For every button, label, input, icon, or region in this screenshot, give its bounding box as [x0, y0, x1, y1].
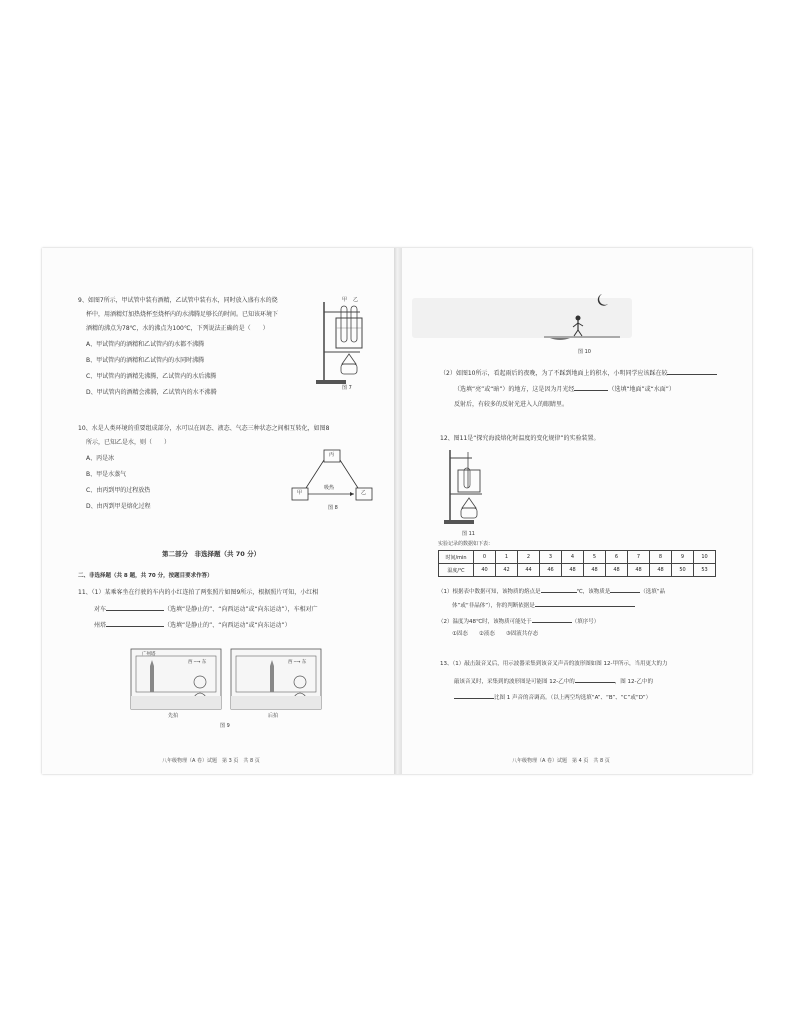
table-cell: 42	[496, 564, 518, 577]
section-2-heading: 二、非选择题（共 8 题，共 70 分，按题目要求作答）	[78, 573, 213, 579]
table-cell: 9	[672, 551, 694, 564]
q13-prompt-1: 敲该音叉时，采集到的波形图是可能图 12-乙中的	[454, 679, 575, 685]
q12-sub2-options: ①固态 ②液态 ③固液共存态	[452, 631, 539, 637]
q13-hint: 比图 1 声音的音调高。（以上两空均选填“A”、“B”、“C”或“D”）	[494, 695, 652, 701]
exam-page-3	[42, 248, 394, 774]
q9-option-b: B、甲试管内的酒精和乙试管内的水同时沸腾	[86, 357, 205, 364]
table-row-header: 时间/min	[439, 551, 474, 564]
q13-text-line3	[454, 692, 651, 703]
table-row-temp	[439, 564, 716, 577]
q13-text-line1: 13、（1）敲击鼓音叉后，用示波器采集到该音叉声音的波形图如图 12-甲所示，当用更大的力	[440, 661, 668, 667]
figure-7-label-jia: 甲	[342, 297, 348, 303]
q-moon-answer-blank-2[interactable]	[574, 384, 608, 391]
table-cell: 2	[518, 551, 540, 564]
table-row-time	[439, 551, 716, 564]
figure-9-label-after: 后拍	[268, 713, 279, 719]
q11-hint-2: （选填“是静止的”、“向西运动”或“向东运动”）	[164, 622, 291, 629]
table-row-header: 温度/℃	[439, 564, 474, 577]
table-cell: 53	[694, 564, 716, 577]
table-cell: 50	[672, 564, 694, 577]
q13-answer-blank-1[interactable]	[575, 676, 615, 683]
table-cell: 40	[474, 564, 496, 577]
q11-answer-blank-1[interactable]	[106, 604, 164, 611]
q11-text-line1: 11、（1）某乘客坐在行驶的车内的小红连拍了两张照片如图9所示，根据照片可知，小红相	[78, 589, 319, 596]
q10-text-line1: 10、水是人类环境的重要组成部分，水可以在固态、液态、气态三种状态之间相互转化，如图8	[78, 425, 330, 432]
table-cell: 6	[606, 551, 628, 564]
page-4-footer: 八年级物理（A 卷）试题 第 4 页 共 8 页	[512, 758, 610, 764]
part-2-title: 第二部分 非选择题（共 70 分）	[162, 550, 261, 558]
figure-7-caption: 图 7	[342, 385, 352, 391]
q12-text-line1: 12、图11是“探究海波熔化时温度的变化规律”的实验装置。	[440, 435, 600, 442]
table-cell: 48	[562, 564, 584, 577]
q-moon-answer-blank-1[interactable]	[667, 368, 717, 375]
q-moon-text-line1	[440, 368, 717, 378]
q13-answer-blank-2[interactable]	[454, 692, 494, 699]
figure-7-label-yi: 乙	[353, 297, 359, 303]
q13-prompt-2: ，图 12-乙中的	[614, 679, 653, 685]
q12-sub2-prompt: （2）温度为48℃时，该物质可能处于	[438, 619, 532, 625]
table-cell: 48	[606, 564, 628, 577]
figure-11-apparatus	[442, 448, 492, 528]
q12-table-intro: 实验记录的数据如下表：	[438, 541, 494, 547]
table-cell: 44	[518, 564, 540, 577]
table-cell: 48	[628, 564, 650, 577]
table-cell: 10	[694, 551, 716, 564]
q11-text-line3	[94, 620, 291, 630]
q11-text-line2	[94, 604, 318, 614]
q12-sub1-hint: （选填“晶	[640, 589, 666, 595]
q12-sub1-line2	[452, 600, 635, 611]
q12-sub1-reason-prompt: 体”或“非晶体”），你的判断依据是	[452, 603, 535, 609]
q10-text-line2: 所示，已知乙是水，则（ ）	[86, 439, 171, 446]
table-cell: 0	[474, 551, 496, 564]
q12-sub1-unit: ℃，该物质是	[576, 589, 611, 595]
book-gutter	[394, 248, 402, 774]
figure-10-night-walk	[542, 288, 622, 344]
q10-option-c: C、由丙到甲的过程放热	[86, 487, 151, 494]
figure-8-node-jia: 甲	[297, 490, 303, 496]
q13-text-line2	[454, 676, 653, 687]
table-cell: 5	[584, 551, 606, 564]
q11-label-tower: 州塔	[94, 622, 107, 629]
figure-8-node-bing: 丙	[329, 452, 335, 458]
table-cell: 1	[496, 551, 518, 564]
figure-11-caption: 图 11	[462, 531, 475, 537]
table-cell: 8	[650, 551, 672, 564]
q-moon-hint-2: （选填“地面”或“水面”）	[608, 386, 675, 393]
q12-state-blank[interactable]	[532, 616, 572, 623]
figure-9-direction-before: 西 ─→ 东	[188, 660, 207, 665]
figure-9-photo-after	[230, 648, 322, 710]
q12-sub1-line1	[438, 586, 665, 597]
figure-9-tower-label: 广州塔	[142, 652, 156, 657]
q11-label-car: 对车	[94, 606, 107, 613]
q11-answer-blank-2[interactable]	[106, 620, 164, 627]
figure-9-direction-after: 西 ─→ 东	[288, 660, 307, 665]
table-cell: 48	[584, 564, 606, 577]
table-cell: 3	[540, 551, 562, 564]
q12-melting-point-blank[interactable]	[541, 586, 577, 593]
exam-spread	[42, 248, 752, 774]
q9-text-line3: 酒精的沸点为78℃，水的沸点为100℃，下列说法正确的是（ ）	[86, 325, 269, 332]
q12-substance-type-blank[interactable]	[610, 586, 640, 593]
figure-8-arrow-label: 吸热	[324, 485, 335, 491]
q9-option-c: C、甲试管内的酒精先沸腾，乙试管内的水后沸腾	[86, 373, 217, 380]
q-moon-hint-1: （选填“亮”或“暗”）的地方，这是因为月光经	[454, 386, 575, 393]
q-moon-prompt: （2）如图10所示，看起雨后的夜晚，为了不踩到地面上的积水，小明同学应该踩在较	[440, 370, 668, 377]
exam-page-4	[402, 248, 752, 774]
q9-text-line1: 9、如图7所示，甲试管中装有酒精，乙试管中装有水，同时放入盛有水的烧	[78, 297, 278, 304]
figure-9-label-before: 先拍	[168, 713, 179, 719]
table-cell: 4	[562, 551, 584, 564]
figure-8-caption: 图 8	[328, 505, 338, 511]
figure-10-caption: 图 10	[578, 349, 591, 355]
q9-text-line2: 杯中，用酒精灯加热烧杯至烧杯内的水沸腾足够长的时间。已知该环境下	[86, 311, 279, 318]
page-3-footer: 八年级物理（A 卷）试题 第 3 页 共 8 页	[162, 758, 260, 764]
q9-option-d: D、甲试管内的酒精会沸腾，乙试管内的水不沸腾	[86, 389, 217, 396]
figure-9-caption: 图 9	[220, 723, 230, 729]
q12-sub1-prompt: （1）根据表中数据可知，该物质的熔点是	[438, 589, 541, 595]
q12-reason-blank[interactable]	[535, 600, 635, 607]
q12-sub2-hint: （填序号）	[571, 619, 600, 625]
q-moon-text-line2	[454, 384, 675, 394]
q10-option-d: D、由丙到甲是熔化过程	[86, 503, 151, 510]
figure-8-node-yi: 乙	[361, 490, 367, 496]
q9-option-a: A、甲试管内的酒精和乙试管内的水都不沸腾	[86, 341, 205, 348]
table-cell: 48	[650, 564, 672, 577]
q12-sub2-line	[438, 616, 599, 627]
table-cell: 7	[628, 551, 650, 564]
q10-option-b: B、甲是水蒸气	[86, 471, 127, 478]
q-moon-text-line3: 反射后，有较多的反射光进入人的眼睛里。	[454, 401, 569, 408]
q10-option-a: A、丙是冰	[86, 455, 115, 462]
figure-7-apparatus	[314, 294, 370, 394]
q12-data-table	[438, 550, 716, 577]
q11-hint-1: （选填“是静止的”、“向西运动”或“向东运动”），车相对广	[164, 606, 318, 613]
table-cell: 46	[540, 564, 562, 577]
